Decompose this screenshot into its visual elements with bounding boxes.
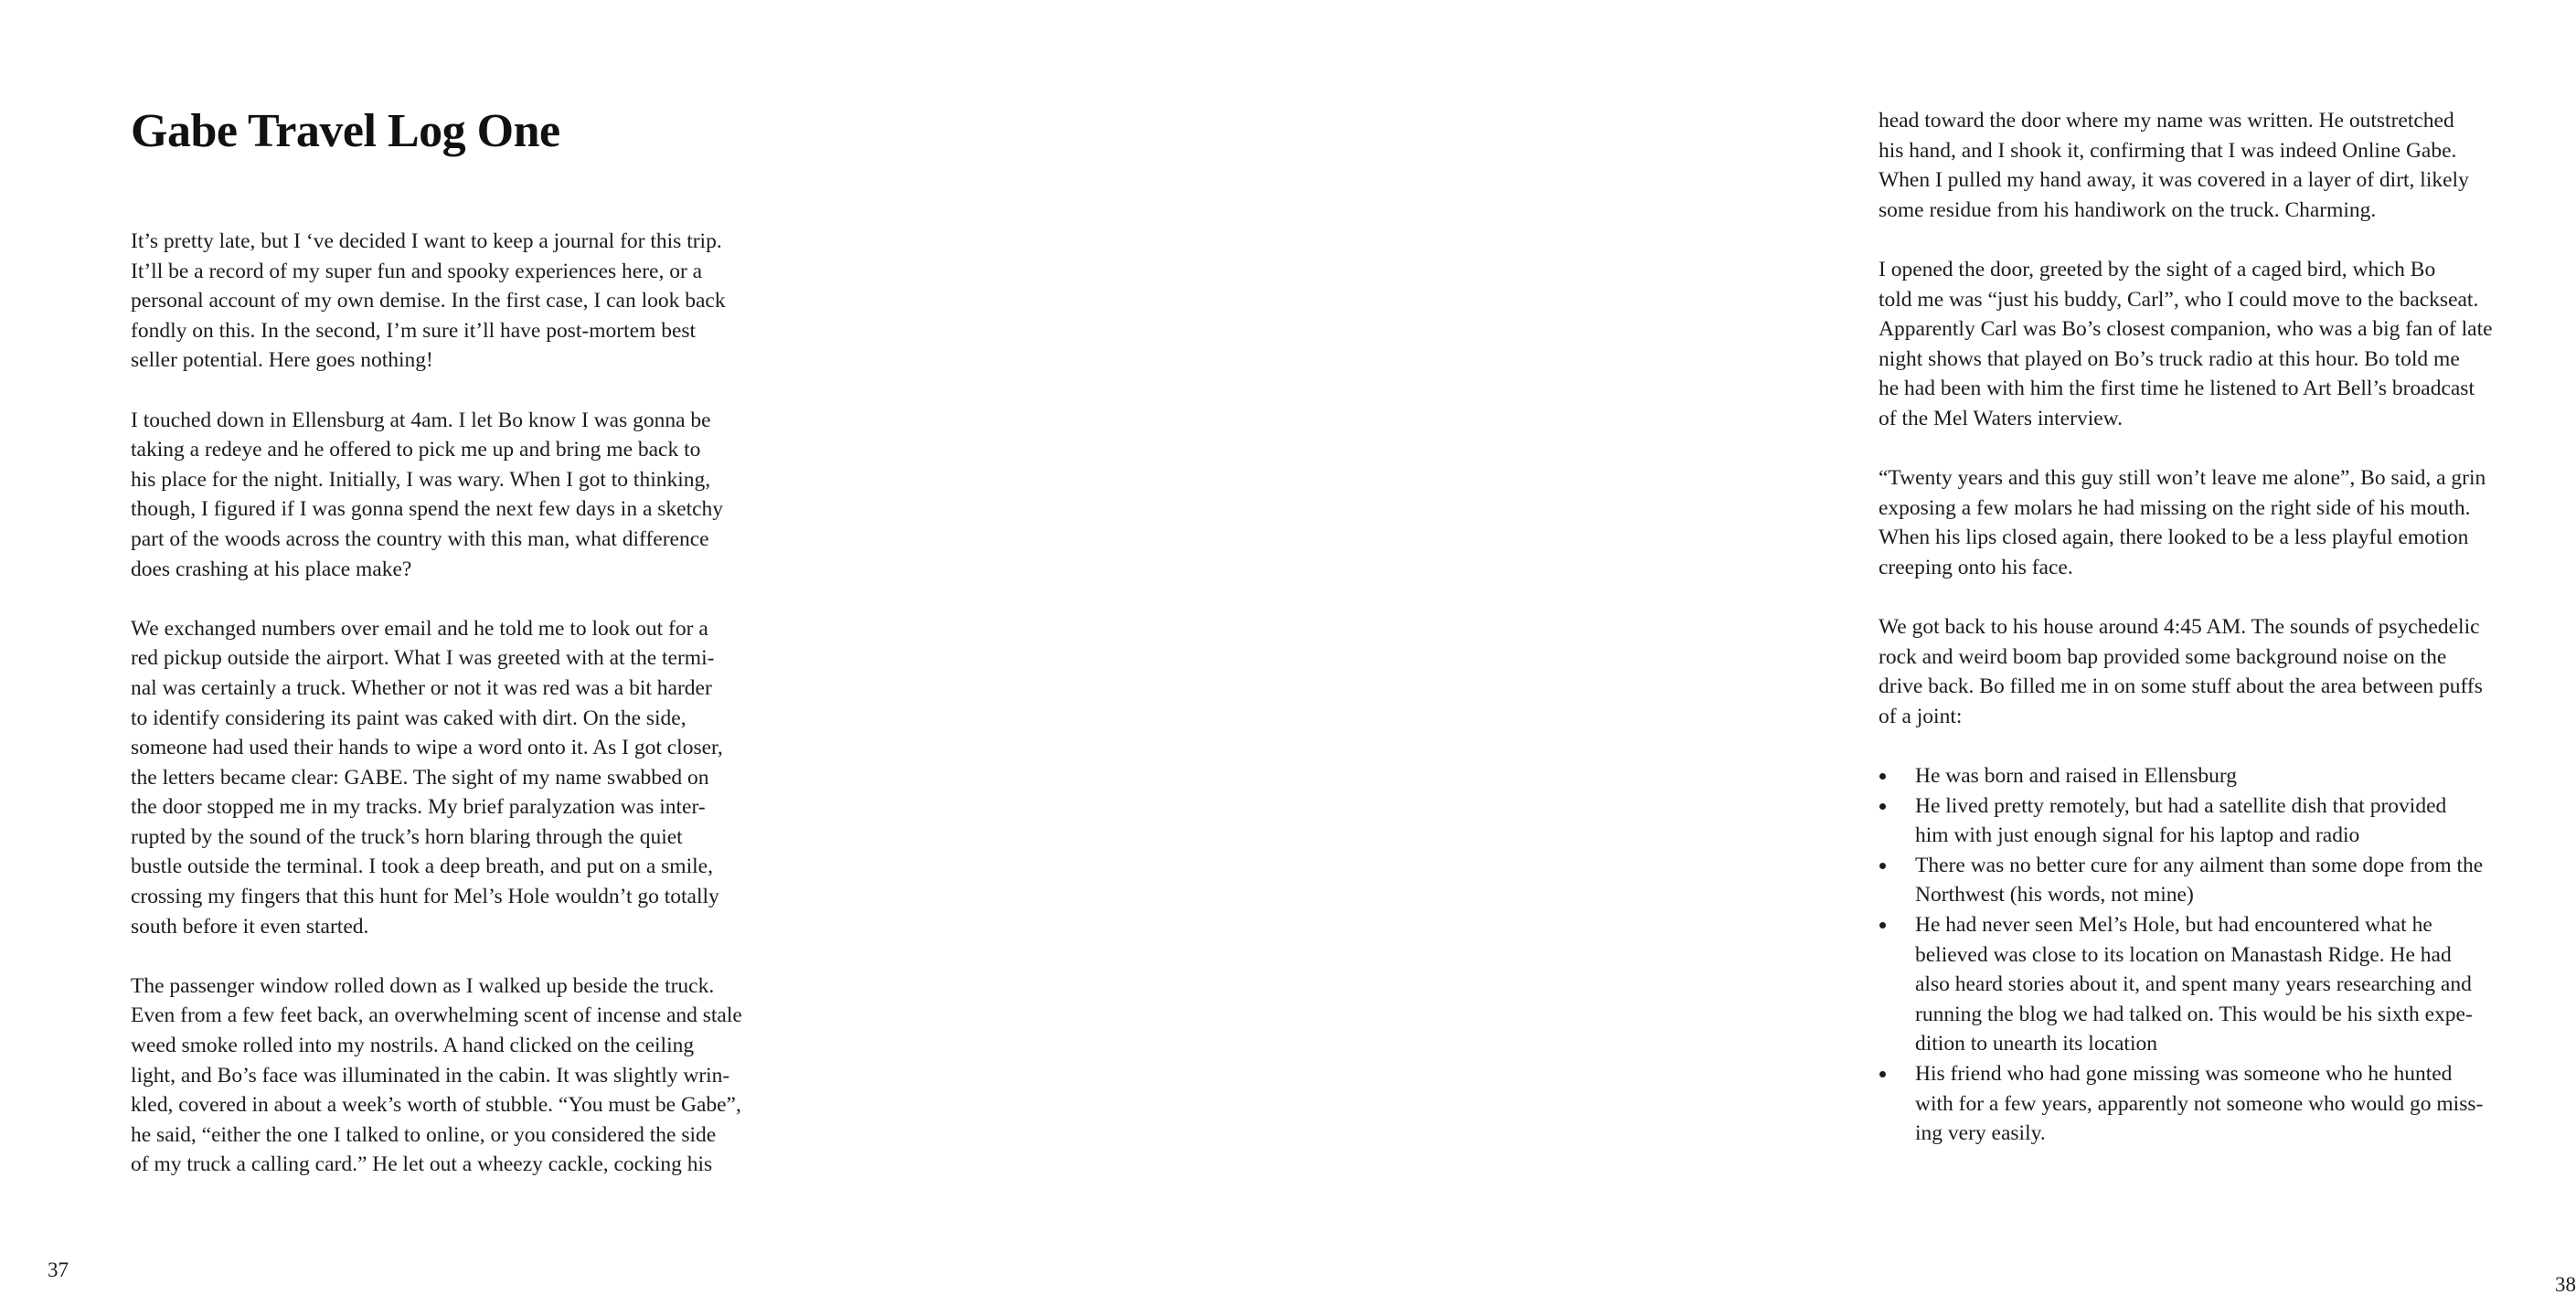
bullet-dot-icon [1879, 1071, 1886, 1077]
paragraph-gap [131, 584, 784, 614]
text-line: The passenger window rolled down as I walked up beside the truck. [131, 973, 715, 998]
bullet-item [1879, 791, 2537, 851]
text-line: Apparently Carl was Bo’s closest companion, who was a big fan of late [1879, 317, 2493, 342]
bullet-line: Northwest (his words, not mine) [1915, 883, 2194, 907]
text-line: When his lips closed again, there looked to be a less playful emotion [1879, 525, 2469, 550]
text-line: some residue from his handiwork on the truck. Charming. [1879, 197, 2377, 222]
text-line: kled, covered in about a week’s worth of stubble. “You must be Gabe”, [131, 1093, 741, 1118]
bullet-item [1879, 851, 2537, 910]
bullet-line: him with just enough signal for his laptop and radio [1915, 823, 2360, 848]
bullet-line: running the blog we had talked on. This would be his sixth expe- [1915, 1002, 2473, 1026]
text-line: creeping onto his face. [1879, 555, 2073, 579]
text-line: he had been with him the first time he listened to Art Bell’s broadcast [1879, 377, 2475, 401]
bullet-line: dition to unearth its location [1915, 1032, 2157, 1056]
bullet-list [1879, 761, 2537, 1149]
bullet-line: also heard stories about it, and spent many years researching and [1915, 972, 2472, 997]
page-number-left: 37 [48, 1258, 69, 1281]
right-paragraphs [1879, 106, 2537, 761]
paragraph-gap [1879, 225, 2537, 255]
text-line: drive back. Bo filled me in on some stuff about the area between puffs [1879, 674, 2483, 699]
bullet-line: ing very easily. [1915, 1121, 2046, 1146]
text-line: taking a redeye and he offered to pick me up and bring me back to [131, 438, 701, 462]
bullet-line: He had never seen Mel’s Hole, but had encountered what he [1915, 913, 2432, 938]
text-line: night shows that played on Bo’s truck radio at this hour. Bo told me [1879, 346, 2460, 371]
bullet-dot-icon [1879, 803, 1886, 810]
text-line: of a joint: [1879, 704, 1963, 728]
paragraph-gap [1879, 731, 2537, 761]
bullet-item [1879, 1059, 2537, 1149]
paragraph-gap [131, 376, 784, 406]
text-line: rock and weird boom bap provided some background noise on the [1879, 644, 2447, 669]
bullet-line: He lived pretty remotely, but had a satellite dish that provided [1915, 793, 2447, 818]
text-line: Even from a few feet back, an overwhelming scent of incense and stale [131, 1003, 742, 1028]
bullet-dot-icon [1879, 922, 1886, 929]
text-line: does crashing at his place make? [131, 557, 412, 581]
text-line: of the Mel Waters interview. [1879, 406, 2123, 430]
text-line: his place for the night. Initially, I was wary. When I got to thinking, [131, 467, 711, 492]
text-line: “Twenty years and this guy still won’t leave me alone”, Bo said, a grin [1879, 466, 2486, 491]
text-line: rupted by the sound of the truck’s horn blaring through the quiet [131, 824, 683, 849]
left-body-text [131, 227, 784, 1180]
left-page [0, 0, 878, 1316]
bullet-line: His friend who had gone missing was someone who he hunted [1915, 1062, 2453, 1086]
text-line: he said, “either the one I talked to online, or you considered the side [131, 1122, 717, 1147]
page-title: Gabe Travel Log One [131, 105, 560, 157]
text-line: to identify considering its paint was caked with dirt. On the side, [131, 706, 687, 730]
bullet-line: He was born and raised in Ellensburg [1915, 764, 2237, 789]
text-line: It’ll be a record of my super fun and spooky experiences here, or a [131, 259, 703, 283]
text-line: though, I figured if I was gonna spend the next few days in a sketchy [131, 497, 724, 522]
bullet-dot-icon [1879, 773, 1886, 780]
text-line: We exchanged numbers over email and he told me to look out for a [131, 616, 708, 641]
text-line: red pickup outside the airport. What I was greeted with at the termi- [131, 646, 715, 671]
paragraph-gap [131, 941, 784, 971]
text-line: personal account of my own demise. In the first case, I can look back [131, 289, 726, 313]
text-line: I touched down in Ellensburg at 4am. I let Bo know I was gonna be [131, 408, 711, 432]
text-line: of my truck a calling card.” He let out a wheezy cackle, cocking his [131, 1152, 713, 1177]
text-line: crossing my fingers that this hunt for Mel’s Hole wouldn’t go totally [131, 885, 719, 909]
text-line: seller potential. Here goes nothing! [131, 348, 433, 373]
paragraph-gap [1879, 583, 2537, 613]
text-line: light, and Bo’s face was illuminated in the cabin. It was slightly wrin- [131, 1063, 730, 1088]
text-line: part of the woods across the country with this man, what difference [131, 526, 709, 551]
text-line: We got back to his house around 4:45 AM. The sounds of psychedelic [1879, 615, 2480, 640]
text-line: told me was “just his buddy, Carl”, who I could move to the backseat. [1879, 287, 2479, 312]
bullet-line: believed was close to its location on Manastash Ridge. He had [1915, 942, 2452, 967]
text-line: the letters became clear: GABE. The sight of my name swabbed on [131, 765, 709, 790]
text-line: bustle outside the terminal. I took a deep breath, and put on a smile, [131, 854, 713, 879]
text-line: his hand, and I shook it, confirming that I was indeed Online Gabe. [1879, 138, 2457, 163]
text-line: When I pulled my hand away, it was covered in a layer of dirt, likely [1879, 168, 2469, 193]
text-line: the door stopped me in my tracks. My brief paralyzation was inter- [131, 795, 706, 820]
bullet-line: with for a few years, apparently not someone who would go miss- [1915, 1091, 2484, 1116]
bullet-line: There was no better cure for any ailment than some dope from the [1915, 853, 2484, 877]
text-line: south before it even started. [131, 914, 369, 939]
text-line: I opened the door, greeted by the sight of a caged bird, which Bo [1879, 257, 2436, 281]
text-line: someone had used their hands to wipe a word onto it. As I got closer, [131, 736, 723, 760]
bullet-dot-icon [1879, 863, 1886, 869]
text-line: fondly on this. In the second, I’m sure it’ll have post-mortem best [131, 318, 697, 343]
right-page [878, 0, 2576, 1316]
bullet-item [1879, 910, 2537, 1059]
page-number-right: 38 [2555, 1273, 2576, 1296]
bullet-item [1879, 761, 2537, 791]
text-line: head toward the door where my name was written. He outstretched [1879, 109, 2454, 133]
paragraph-gap [1879, 434, 2537, 464]
text-line: nal was certainly a truck. Whether or not it was red was a bit harder [131, 675, 712, 700]
text-line: exposing a few molars he had missing on the right side of his mouth. [1879, 495, 2471, 520]
text-line: weed smoke rolled into my nostrils. A hand clicked on the ceiling [131, 1034, 695, 1058]
text-line: It’s pretty late, but I ‘ve decided I want to keep a journal for this trip. [131, 229, 722, 253]
right-body-text [1879, 106, 2537, 1149]
